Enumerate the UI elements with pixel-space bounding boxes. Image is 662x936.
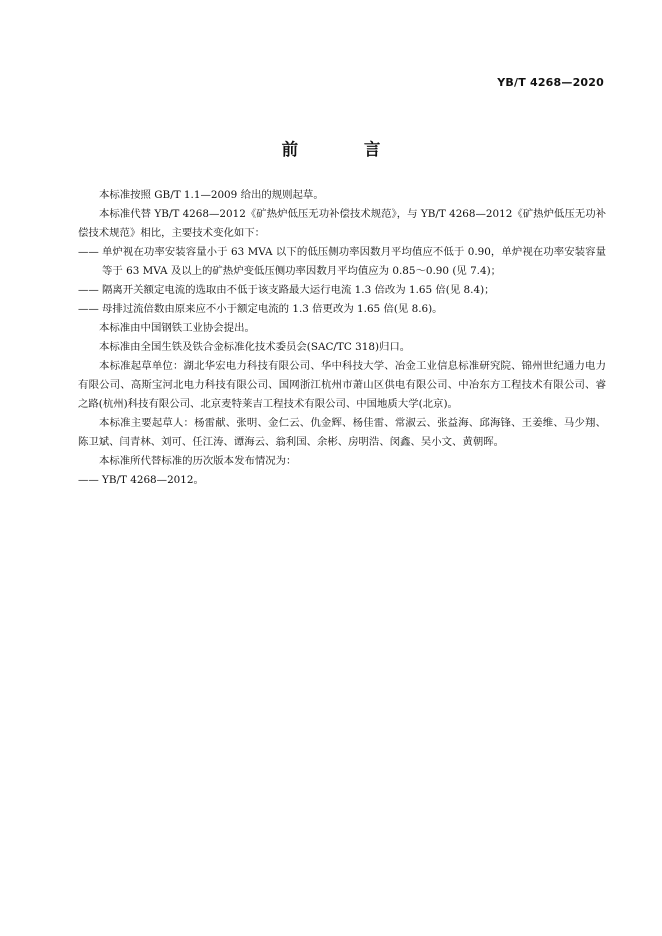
change-item-isolating-switch	[78, 281, 606, 300]
paragraph-drafting-rules: 本标准按照 GB/T 1.1—2009 给出的规则起草。	[99, 189, 324, 201]
paragraph-history: 本标准所代替标准的历次版本发布情况为：	[99, 455, 297, 467]
change-item-text: 母排过流倍数由原来应不小于额定电流的 1.3 倍更改为 1.65 倍(见 8.6)。	[102, 303, 443, 315]
paragraph-drafters: 本标准主要起草人：杨雷献、张明、金仁云、仇金辉、杨佳雷、常淑云、张益海、邱海锋、王姜维、马少翔、陈卫斌、闫青林、刘可、任江涛、谭海云、翁利国、余彬、房明浩、闵鑫、吴小文、黄朝晖。	[78, 417, 606, 448]
document-body	[78, 186, 606, 490]
page-title: 前 言	[281, 140, 411, 159]
change-item-text: 单炉视在功率安装容量小于 63 MVA 以下的低压侧功率因数月平均值应不低于 0.90，单炉视在功率安装容量等于 63 MVA 及以上的矿热炉变低压侧功率因数月平均值应为 0.85～0.90 (见 7.4)；	[102, 246, 606, 277]
paragraph-replacement: 本标准代替 YB/T 4268—2012《矿热炉低压无功补偿技术规范》，与 YB/T 4268—2012《矿热炉低压无功补偿技术规范》相比，主要技术变化如下：	[78, 208, 606, 239]
standard-code: YB/T 4268—2020	[497, 76, 604, 89]
history-item	[78, 471, 606, 490]
paragraph-proposed-by: 本标准由中国钢铁工业协会提出。	[99, 322, 255, 334]
dash-marker: ——	[78, 474, 99, 486]
paragraph-administered-by: 本标准由全国生铁及铁合金标准化技术委员会(SAC/TC 318)归口。	[99, 341, 411, 353]
change-item-power-factor	[78, 243, 606, 281]
paragraph-drafting-units: 本标准起草单位：湖北华宏电力科技有限公司、华中科技大学、冶金工业信息标准研究院、锦州世纪通力电力有限公司、高斯宝河北电力科技有限公司、国网浙江杭州市萧山区供电有限公司、中冶东方工程技术有限公司、睿之路(杭州)科技有限公司、北京麦特莱吉工程技术有限公司、中国地质大学(北京)。	[78, 360, 606, 410]
change-item-text: 隔离开关额定电流的选取由不低于该支路最大运行电流 1.3 倍改为 1.65 倍(见 8.4)；	[102, 284, 495, 296]
change-item-busbar	[78, 300, 606, 319]
dash-marker: ——	[78, 284, 99, 296]
dash-marker: ——	[78, 303, 99, 315]
dash-marker: ——	[78, 246, 99, 258]
history-item-text: YB/T 4268—2012。	[102, 474, 204, 486]
